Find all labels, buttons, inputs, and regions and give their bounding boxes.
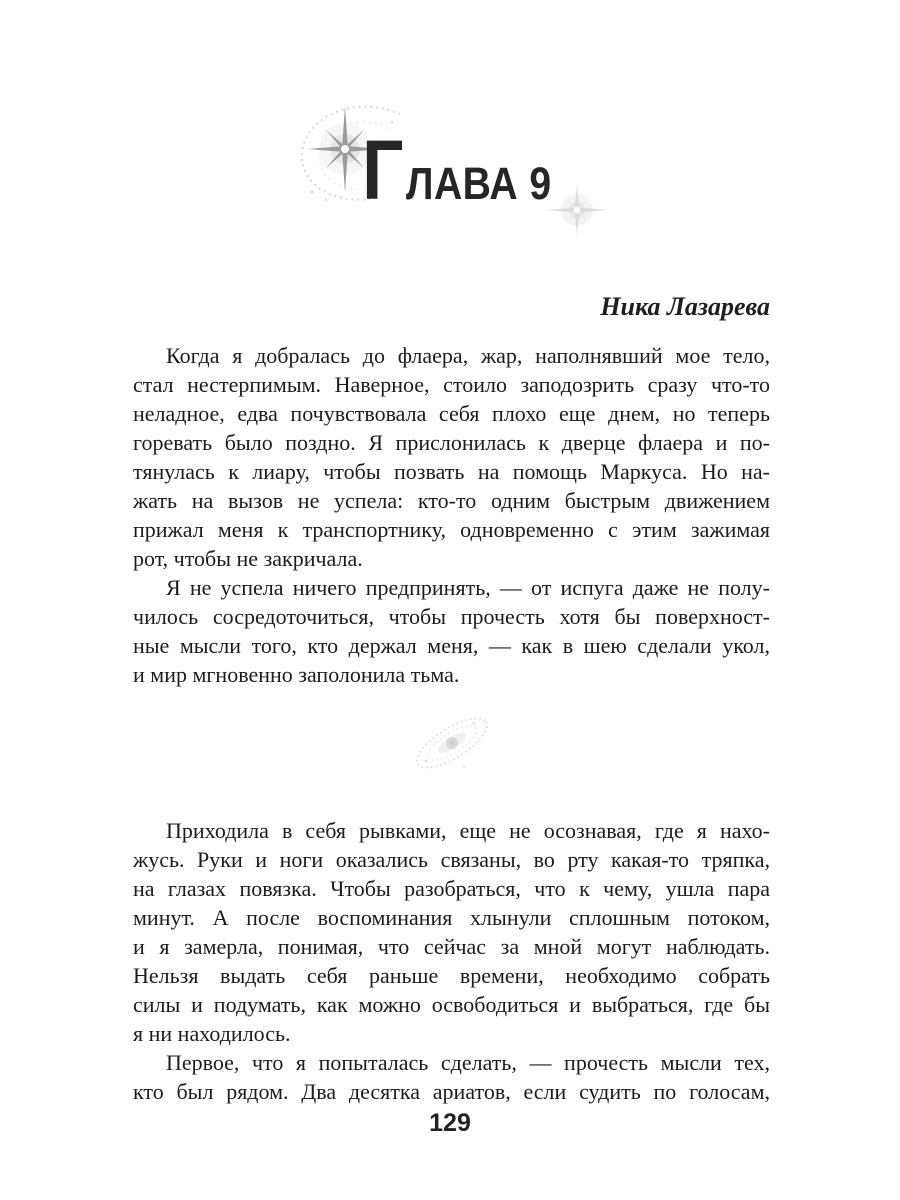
- body-line: неладное, едва почувствовала себя плохо еще днем, но теперь: [133, 401, 770, 426]
- paragraph-3: [133, 816, 770, 1048]
- body-line: прижал меня к транспортнику, одновременно с этим зажимая: [133, 517, 770, 542]
- page-number: 129: [429, 1109, 471, 1137]
- body-line: силы и подумать, как можно освободиться и выбраться, где бы: [133, 992, 770, 1017]
- body-line: ные мысли того, кто держал меня, — как в шею сделали укол,: [133, 633, 770, 658]
- body-line: стал нестерпимым. Наверное, стоило заподозрить сразу что-то: [133, 372, 770, 397]
- paragraph-2: [133, 573, 770, 689]
- body-line: Первое, что я попыталась сделать, — прочесть мысли тех,: [166, 1050, 770, 1075]
- body-line: кто был рядом. Два десятка ариатов, если судить по голосам,: [133, 1079, 770, 1104]
- body-line: минут. А после воспоминания хлынули сплошным потоком,: [133, 905, 770, 930]
- body-line: чилось сосредоточиться, чтобы прочесть хотя бы поверхност-: [133, 604, 770, 629]
- body-text: [133, 341, 770, 1106]
- body-line: Нельзя выдать себя раньше времени, необходимо собрать: [133, 963, 770, 988]
- pov-character-name: Ника Лазарева: [600, 292, 770, 321]
- chapter-title-rest: ЛАВА 9: [406, 158, 552, 209]
- scene-break: [133, 697, 770, 816]
- body-line: я ни находилось.: [133, 1021, 291, 1046]
- body-line: Когда я добралась до флаера, жар, наполнявший мое тело,: [166, 343, 770, 368]
- chapter-title: [362, 123, 552, 222]
- body-line: Приходила в себя рывками, еще не осознавая, где я нахо-: [166, 818, 770, 843]
- body-line: и я замерла, понимая, что сейчас за мной могут наблюдать.: [133, 934, 770, 959]
- body-line: рот, чтобы не закричала.: [133, 546, 363, 571]
- paragraph-1: [133, 341, 770, 573]
- paragraph-4: [133, 1048, 770, 1106]
- body-line: на глазах повязка. Чтобы разобраться, что к чему, ушла пара: [133, 876, 770, 901]
- body-line: и мир мгновенно заполонила тьма.: [133, 662, 460, 687]
- body-line: жусь. Руки и ноги оказались связаны, во рту какая-то тряпка,: [133, 847, 770, 872]
- body-line: жать на вызов не успела: кто-то одним быстрым движением: [133, 488, 770, 513]
- chapter-drop-cap: Г: [362, 123, 404, 217]
- body-line: горевать было поздно. Я прислонилась к дверце флаера и по-: [133, 430, 770, 455]
- star-glow-ornament: [544, 183, 610, 237]
- body-line: Я не успела ничего предпринять, — от испуга даже не полу-: [166, 575, 770, 600]
- galaxy-ornament: [404, 697, 500, 789]
- body-line: тянулась к лиару, чтобы позвать на помощь Маркуса. Но на-: [133, 459, 770, 484]
